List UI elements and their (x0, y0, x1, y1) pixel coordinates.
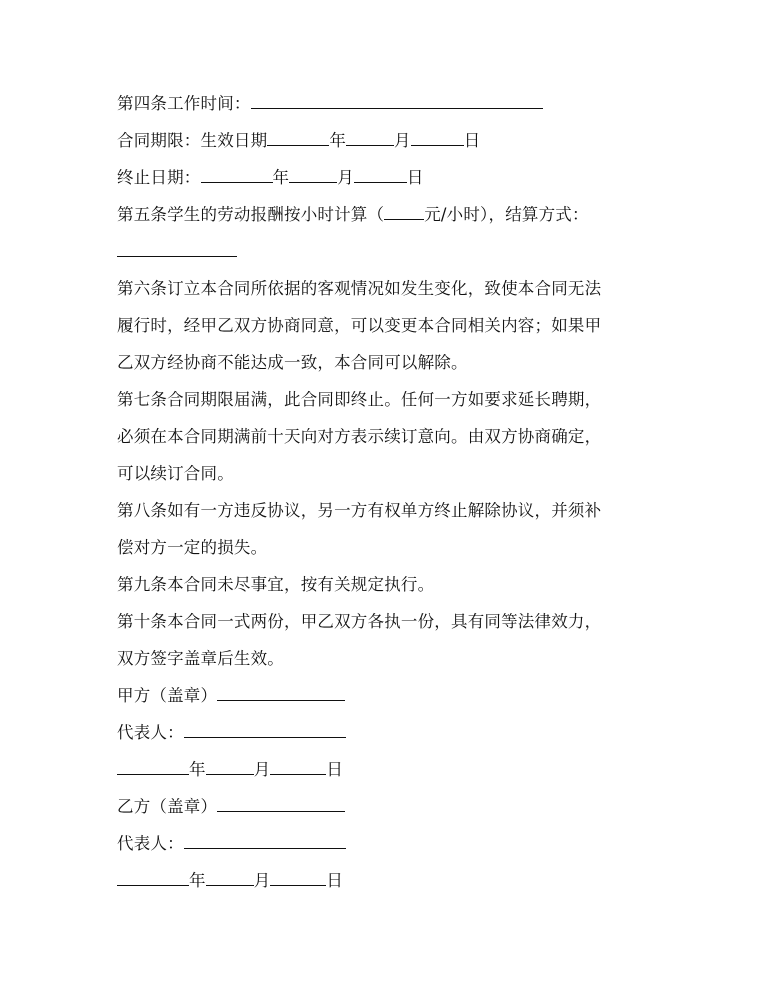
settlement-method-blank (117, 255, 237, 257)
day-label: 日 (326, 760, 344, 779)
year-label: 年 (189, 871, 206, 890)
party-a-seal-blank (217, 699, 345, 701)
party-b-date-line (117, 862, 657, 899)
year-label: 年 (272, 168, 290, 187)
party-a-seal-label: 甲方（盖章） (117, 686, 218, 705)
hourly-rate-blank (384, 218, 424, 220)
party-a-month-blank (206, 773, 254, 775)
party-b-year-blank (117, 884, 189, 886)
termination-day-blank (354, 181, 407, 183)
party-b-month-blank (206, 884, 254, 886)
day-label: 日 (406, 168, 424, 187)
article-7-line-3: 可以续订合同。 (117, 464, 234, 483)
article-6-line-2: 履行时，经甲乙双方协商同意，可以变更本合同相关内容；如果甲 (117, 316, 602, 335)
party-a-day-blank (270, 773, 326, 775)
termination-date-line (117, 159, 657, 196)
effective-month-blank (346, 144, 394, 146)
work-hours-line (117, 85, 657, 122)
day-label: 日 (326, 871, 344, 890)
effective-year-blank (267, 144, 329, 146)
month-label: 月 (337, 168, 354, 187)
contract-body (117, 85, 657, 899)
article-5-text: 第五条学生的劳动报酬按小时计算（ (117, 205, 385, 224)
article-9-line: 第九条本合同未尽事宜，按有关规定执行。 (117, 575, 435, 594)
effective-day-blank (411, 144, 464, 146)
work-hours-label: 第四条工作时间： (117, 94, 251, 113)
contract-term-line (117, 122, 657, 159)
month-label: 月 (253, 760, 271, 779)
party-b-seal-line (117, 788, 657, 825)
party-b-day-blank (270, 884, 326, 886)
party-a-date-line (117, 751, 657, 788)
party-b-seal-blank (217, 810, 345, 812)
work-hours-blank (251, 107, 543, 109)
article-10-line-2: 双方签字盖章后生效。 (117, 649, 284, 668)
termination-year-blank (201, 181, 273, 183)
article-8-line-1: 第八条如有一方违反协议，另一方有权单方终止解除协议，并须补 (117, 501, 602, 520)
party-b-representative-line (117, 825, 657, 862)
month-label: 月 (394, 131, 411, 150)
day-label: 日 (463, 131, 481, 150)
article-6-line-1: 第六条订立本合同所依据的客观情况如发生变化，致使本合同无法 (117, 279, 602, 298)
party-a-representative-blank (184, 736, 346, 738)
effective-date-label: 合同期限：生效日期 (117, 131, 268, 150)
article-6-line-3: 乙双方经协商不能达成一致，本合同可以解除。 (117, 353, 468, 372)
termination-month-blank (289, 181, 337, 183)
article-7-line-1: 第七条合同期限届满，此合同即终止。任何一方如要求延长聘期， (117, 390, 602, 409)
settlement-method-line (117, 233, 657, 270)
party-b-seal-label: 乙方（盖章） (117, 797, 218, 816)
party-a-seal-line (117, 677, 657, 714)
article-8-line-2: 偿对方一定的损失。 (117, 538, 268, 557)
party-a-year-blank (117, 773, 189, 775)
month-label: 月 (253, 871, 271, 890)
party-b-representative-blank (184, 847, 346, 849)
article-5-line (117, 196, 657, 233)
party-a-representative-line (117, 714, 657, 751)
termination-date-label: 终止日期： (117, 168, 201, 187)
party-a-representative-label: 代表人： (117, 723, 184, 742)
party-b-representative-label: 代表人： (117, 834, 184, 853)
year-label: 年 (329, 131, 347, 150)
year-label: 年 (189, 760, 206, 779)
article-5-rate-text: 元/小时），结算方式： (424, 205, 589, 224)
article-10-line-1: 第十条本合同一式两份，甲乙双方各执一份，具有同等法律效力， (117, 612, 602, 631)
article-7-line-2: 必须在本合同期满前十天向对方表示续订意向。由双方协商确定， (117, 427, 602, 446)
